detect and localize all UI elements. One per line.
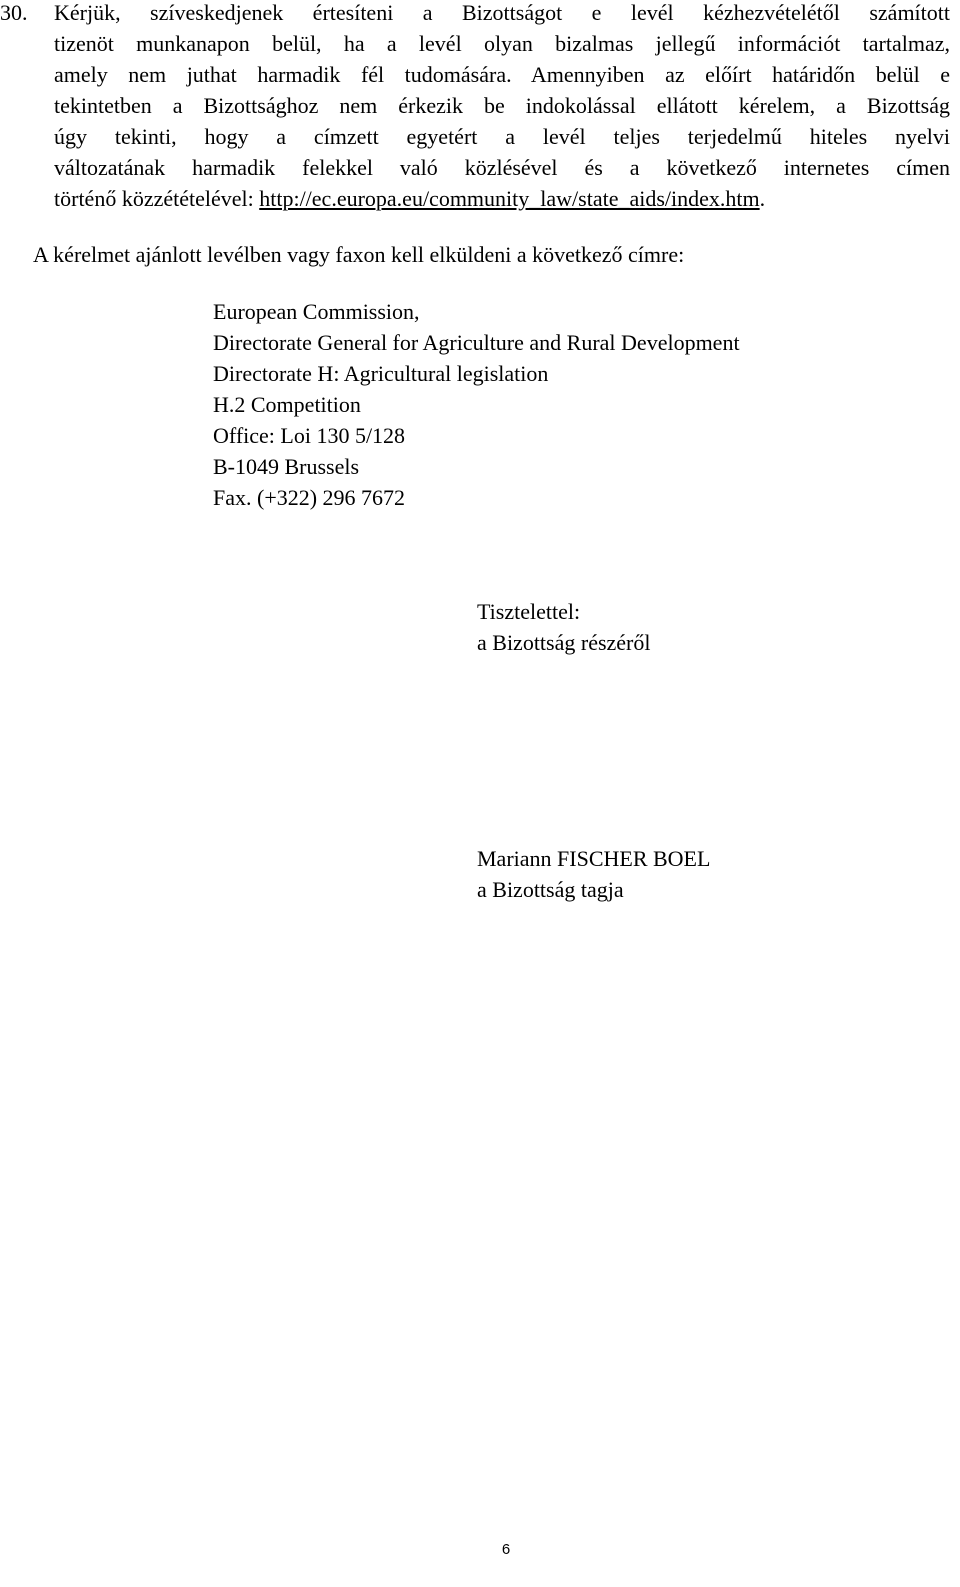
state-aids-link[interactable]: http://ec.europa.eu/community_law/state_aids/index.htm — [259, 186, 760, 211]
page-number: 6 — [501, 1541, 511, 1558]
signatory-title: a Bizottság tagja — [477, 877, 624, 902]
paragraph-line: változatának harmadik felekkel való közlésével és a következő internetes címen — [54, 155, 950, 180]
signatory-name: Mariann FISCHER BOEL — [477, 846, 711, 871]
request-paragraph: A kérelmet ajánlott levélben vagy faxon kell elküldeni a következő címre: — [33, 242, 685, 267]
closing-salutation: Tisztelettel: — [477, 599, 581, 624]
address-line: European Commission, — [213, 299, 420, 324]
paragraph-30-text — [54, 0, 950, 214]
address-line: B-1049 Brussels — [213, 454, 360, 479]
address-line: Office: Loi 130 5/128 — [213, 423, 406, 448]
paragraph-30 — [0, 0, 950, 214]
paragraph-line: tekintetben a Bizottsághoz nem érkezik be indokolással ellátott kérelem, a Bizottság — [54, 93, 950, 118]
paragraph-line: Kérjük, szíveskedjenek értesíteni a Bizottságot e levél kézhezvételétől számított — [54, 0, 950, 25]
address-line: Directorate H: Agricultural legislation — [213, 361, 549, 386]
paragraph-line: amely nem juthat harmadik fél tudomására. Amennyiben az előírt határidőn belül e — [54, 62, 950, 87]
address-block — [213, 296, 740, 513]
paragraph-line-last — [54, 183, 950, 214]
paragraph-line: tizenöt munkanapon belül, ha a levél olyan bizalmas jellegű információt tartalmaz, — [54, 31, 950, 56]
address-line: H.2 Competition — [213, 392, 361, 417]
paragraph-line-last-prefix: történő közzétételével: — [54, 186, 260, 211]
address-line: Fax. (+322) 296 7672 — [213, 485, 406, 510]
address-line: Directorate General for Agriculture and Rural Development — [213, 330, 740, 355]
paragraph-line-last-suffix: . — [759, 186, 766, 211]
signature-block — [477, 843, 710, 905]
closing-on-behalf: a Bizottság részéről — [477, 630, 651, 655]
paragraph-line: úgy tekinti, hogy a címzett egyetért a levél teljes terjedelmű hiteles nyelvi — [54, 124, 950, 149]
paragraph-number: 30. — [0, 0, 28, 25]
closing-block — [477, 596, 651, 658]
